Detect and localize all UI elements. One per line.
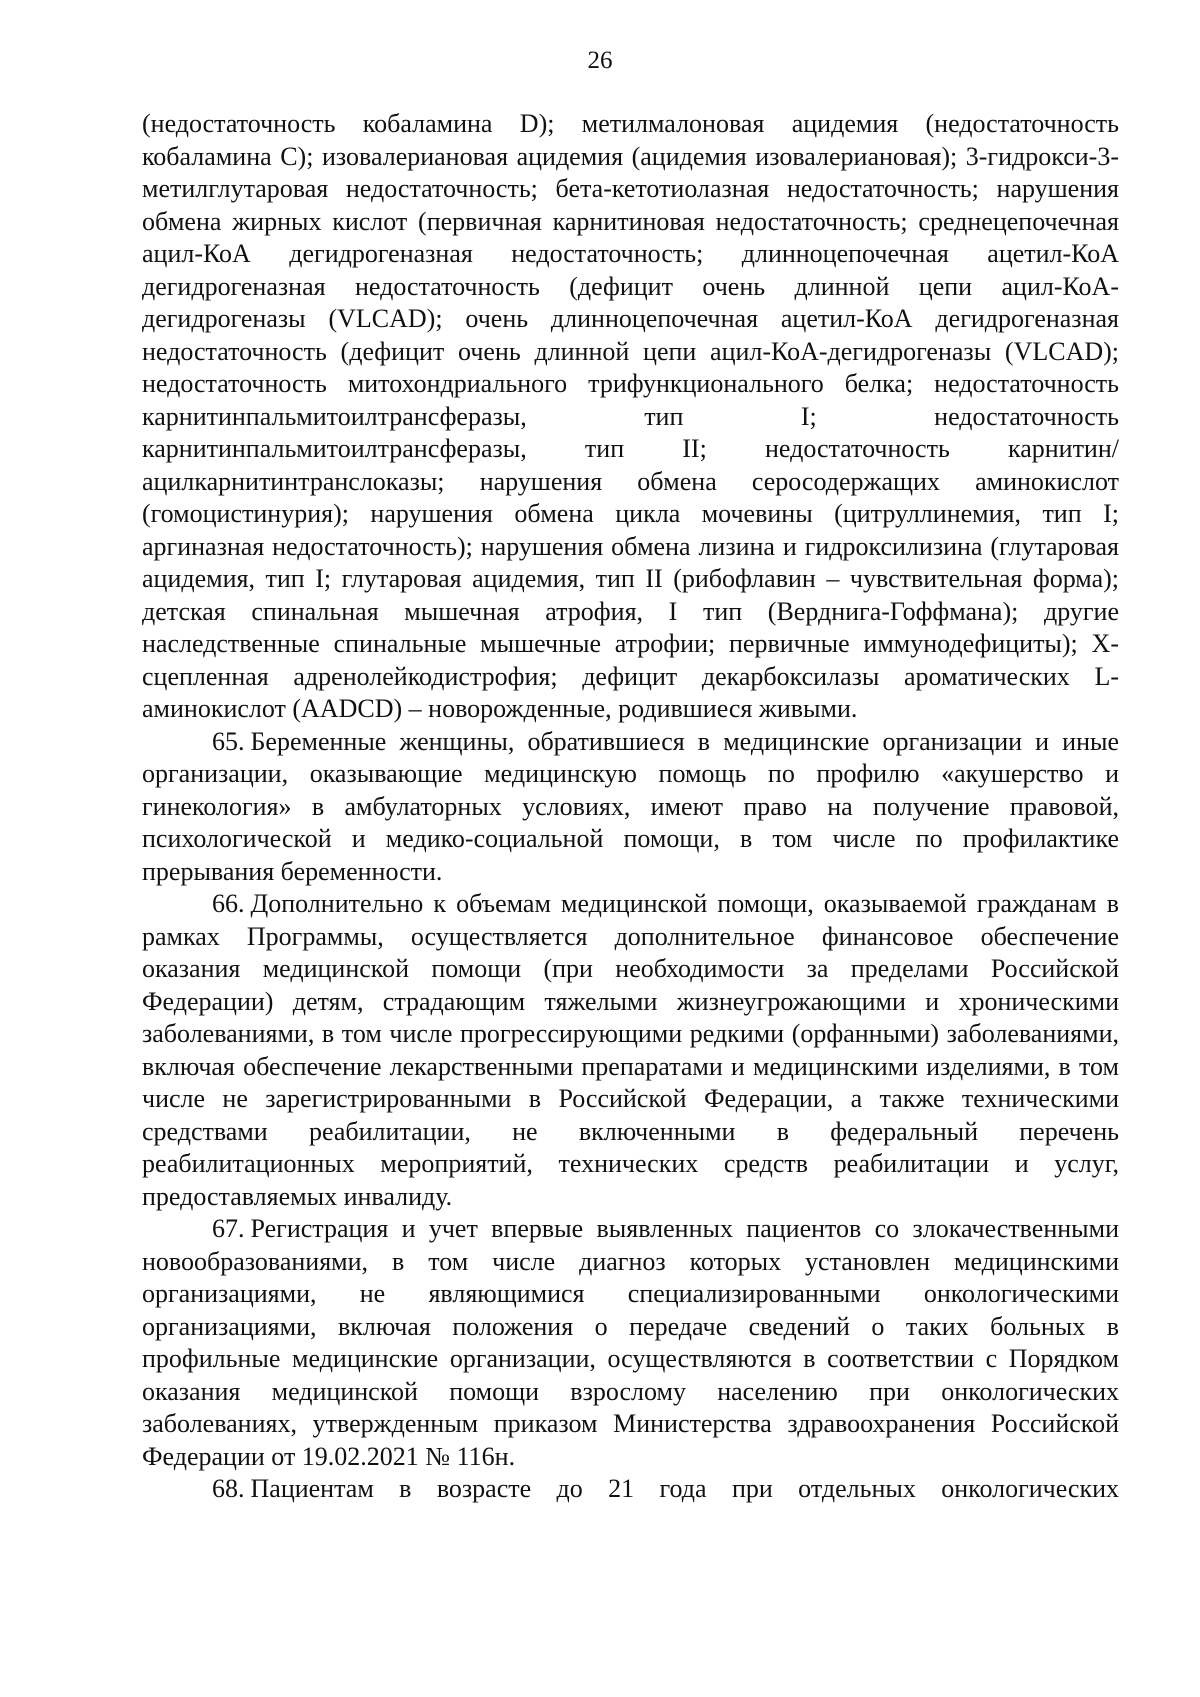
- paragraph-65: [142, 726, 1119, 889]
- paragraph-text: Беременные женщины, обратившиеся в медицинские организации и иные организации, оказывающие медицинскую помощь по профилю «акушерство и гинекология» в амбулаторных условиях, имеют право на получение правовой, психологической и медико-социальной помощи, в том числе по профилактике прерывания беременности.: [142, 726, 1119, 886]
- paragraph-67: [142, 1213, 1119, 1473]
- document-body: [142, 108, 1119, 1506]
- paragraph-68: [142, 1473, 1119, 1506]
- continuation-paragraph: (недостаточность кобаламина D); метилмалоновая ацидемия (недостаточность кобаламина C); изовалериановая ацидемия (ацидемия изовалериановая); 3-гидрокси-3-метилглутаровая недостаточность; бета-кетотиолазная недостаточность; нарушения обмена жирных кислот (первичная карнитиновая недостаточность; среднецепочечная ацил-КоА дегидрогеназная недостаточность; длинноцепочечная ацетил-КоА дегидрогеназная недостаточность (дефицит очень длинной цепи ацил-КоА-дегидрогеназы (VLCAD); очень длинноцепочечная ацетил-КоА дегидрогеназная недостаточность (дефицит очень длинной цепи ацил-КоА-дегидрогеназы (VLCAD); недостаточность митохондриального трифункционального белка; недостаточность карнитинпальмитоилтрансферазы, тип I; недостаточность карнитинпальмитоилтрансферазы, тип II; недостаточность карнитин/ацилкарнитинтранслоказы; нарушения обмена серосодержащих аминокислот (гомоцистинурия); нарушения обмена цикла мочевины (цитруллинемия, тип I; аргиназная недостаточность); нарушения обмена лизина и гидроксилизина (глутаровая ацидемия, тип I; глутаровая ацидемия, тип II (рибофлавин – чувствительная форма); детская спинальная мышечная атрофия, I тип (Верднига-Гоффмана); другие наследственные спинальные мышечные атрофии; первичные иммунодефициты); X-сцепленная адренолейкодистрофия; дефицит декарбоксилазы ароматических L-аминокислот (AADCD) – новорожденные, родившиеся живыми.: [142, 109, 1119, 723]
- paragraph-text: Пациентам в возрасте до 21 года при отдельных онкологических: [250, 1474, 1119, 1503]
- paragraph-66: [142, 888, 1119, 1213]
- paragraph-number: 66.: [212, 889, 245, 918]
- paragraph-text: Дополнительно к объемам медицинской помощи, оказываемой гражданам в рамках Программы, осуществляется дополнительное финансовое обеспечение оказания медицинской помощи (при необходимости за пределами Российской Федерации) детям, страдающим тяжелыми жизнеугрожающими и хроническими заболеваниями, в том числе прогрессирующими редкими (орфанными) заболеваниями, включая обеспечение лекарственными препаратами и медицинскими изделиями, в том числе не зарегистрированными в Российской Федерации, а также техническими средствами реабилитации, не включенными в федеральный перечень реабилитационных мероприятий, технических средств реабилитации и услуг, предоставляемых инвалиду.: [142, 889, 1119, 1211]
- paragraph-number: 65.: [212, 726, 245, 756]
- paragraph-text: Регистрация и учет впервые выявленных пациентов со злокачественными новообразованиями, в том числе диагноз которых установлен медицинскими организациями, не являющимися специализированными онкологическими организациями, включая положения о передаче сведений о таких больных в профильные медицинские организации, осуществляются в соответствии с Порядком оказания медицинской помощи взрослому населению при онкологических заболеваниях, утвержденным приказом Министерства здравоохранения Российской Федерации от 19.02.2021 № 116н.: [142, 1214, 1119, 1471]
- paragraph-number: 67.: [212, 1214, 245, 1243]
- page-number: 26: [587, 47, 613, 74]
- paragraph-number: 68.: [212, 1474, 245, 1503]
